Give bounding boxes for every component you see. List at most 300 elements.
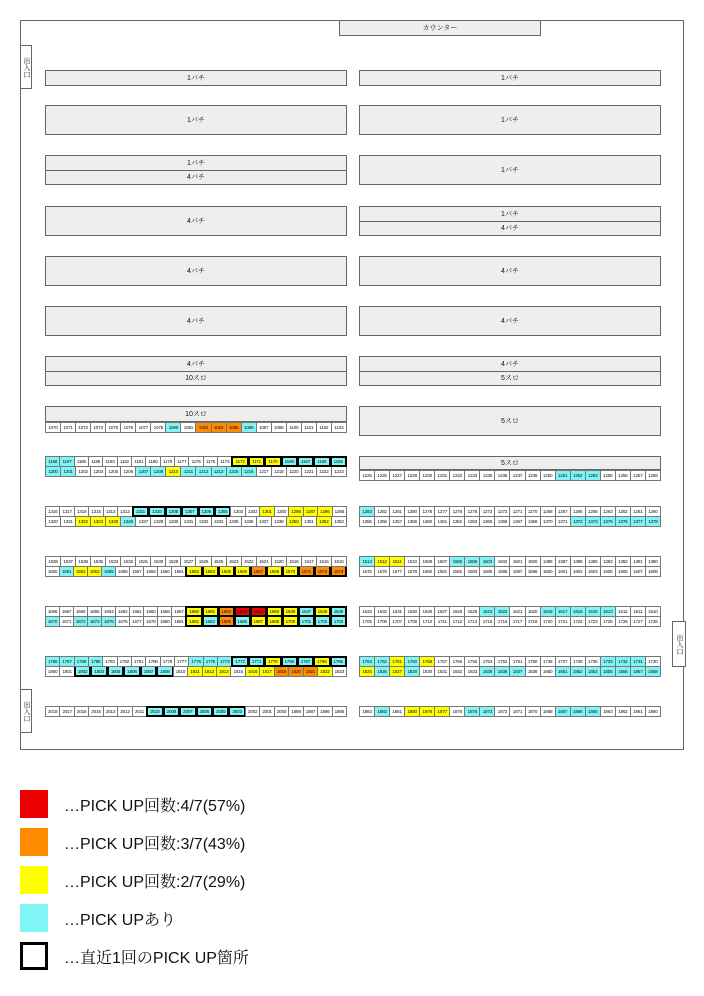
machine-slot: 1813 (216, 667, 231, 677)
machine-slot: 1730 (645, 656, 661, 667)
machine-slot: 1870 (525, 706, 541, 717)
machine-slot: 1623 (479, 606, 495, 617)
machine-slot: 1533 (105, 556, 121, 567)
machine-slot: 1827 (389, 667, 405, 677)
machine-slot: 1086 (241, 422, 257, 433)
machine-slot: 1658 (157, 606, 172, 617)
machine-slot: 1781 (131, 656, 146, 667)
machine-slot: 1888 (288, 706, 303, 717)
machine-slot: 1857 (630, 667, 646, 677)
machine-slot: 1631 (389, 606, 405, 617)
machine-slot: 1761 (389, 656, 405, 667)
machine-slot: 1572 (314, 567, 331, 577)
machine-slot: 1836 (494, 667, 510, 677)
machine-slot: 1553 (87, 567, 102, 577)
machine-slot: 1581 (171, 567, 186, 577)
legend-swatch (20, 942, 48, 970)
machine-slot: 1080 (165, 422, 181, 433)
machine-slot: 1203 (90, 467, 106, 477)
machine-slot: 1852 (570, 667, 586, 677)
machine-slot: 1822 (317, 667, 332, 677)
machine-slot: 1201 (60, 467, 76, 477)
machine-slot: 1265 (585, 506, 601, 517)
block-label: 5スロ (359, 456, 661, 470)
machine-slot: 2003 (228, 706, 245, 717)
machine-slot: 1803 (90, 667, 107, 677)
machine-slot: 1337 (256, 517, 272, 527)
machine-slot: 1770 (264, 656, 281, 667)
machine-slot: 1721 (555, 617, 571, 627)
machine-slot: 1270 (525, 506, 541, 517)
machine-slot: 1886 (317, 706, 332, 717)
block-label: 5スロ (360, 371, 660, 386)
machine-slot: 1802 (74, 667, 91, 677)
machine-slot: 1582 (185, 567, 202, 577)
machine-slot: 1620 (525, 606, 541, 617)
machine-slot: 1215 (226, 467, 242, 477)
machine-slot: 1500 (525, 556, 541, 567)
machine-slot: 1705 (359, 617, 375, 627)
machine-slot: 1586 (494, 567, 510, 577)
machine-slot: 1850 (540, 667, 556, 677)
machine-slot: 1077 (135, 422, 151, 433)
machine-slot: 1386 (570, 556, 586, 567)
machine-slot: 1312 (117, 506, 132, 517)
machine-slot: 1885 (332, 706, 347, 717)
legend-item (20, 866, 249, 894)
machine-slot: 1882 (374, 706, 390, 717)
machine-slot: 1070 (45, 422, 61, 433)
machine-slot: 1311 (132, 506, 149, 517)
machine-slot: 1256 (615, 470, 631, 481)
machine-slot: 1585 (479, 567, 495, 577)
machine-slot: 1371 (555, 517, 571, 527)
block-L12 (45, 606, 347, 627)
block-label: 4パチ (187, 268, 205, 275)
machine-slot: 1837 (509, 667, 525, 677)
block-R5 (359, 256, 661, 286)
machine-slot: 1328 (150, 517, 166, 527)
machine-slot: 1676 (115, 617, 130, 627)
machine-slot: 1212 (195, 467, 211, 477)
machine-row (359, 556, 661, 567)
machine-slot: 1550 (45, 567, 60, 577)
machine-slot: 1752 (494, 656, 510, 667)
machine-slot: 1365 (479, 517, 495, 527)
machine-slot: 1318 (74, 506, 89, 517)
machine-slot: 1205 (105, 467, 121, 477)
machine-slot: 1703 (330, 617, 347, 627)
machine-slot: 1567 (250, 567, 267, 577)
machine-slot: 1253 (585, 470, 601, 481)
machine-slot: 1336 (241, 517, 257, 527)
machine-slot: 1662 (115, 606, 130, 617)
block-R6 (359, 306, 661, 336)
machine-slot: 1602 (570, 567, 586, 577)
machine-slot: 1775 (203, 656, 218, 667)
machine-slot: 1621 (509, 606, 525, 617)
machine-slot: 1332 (195, 517, 211, 527)
machine-slot: 1506 (449, 556, 465, 567)
machine-slot: 1305 (214, 506, 231, 517)
machine-slot: 1251 (555, 470, 571, 481)
machine-slot: 1617 (555, 606, 571, 617)
machine-slot: 1860 (645, 706, 661, 717)
machine-slot: 1237 (509, 470, 525, 481)
machine-slot: 1268 (540, 506, 556, 517)
machine-slot: 1327 (135, 517, 151, 527)
machine-slot: 1275 (464, 506, 480, 517)
block-L8 (45, 406, 347, 433)
machine-slot: 1173 (217, 456, 232, 467)
machine-slot: 1207 (135, 467, 151, 477)
machine-slot: 1306 (198, 506, 215, 517)
machine-slot: 1360 (419, 517, 435, 527)
machine-slot: 1627 (434, 606, 450, 617)
machine-slot: 1828 (404, 667, 420, 677)
machine-slot: 1865 (585, 706, 601, 717)
machine-slot: 1183 (102, 456, 117, 467)
machine-slot: 1353 (331, 517, 347, 527)
machine-slot: 1862 (615, 706, 631, 717)
machine-slot: 1557 (129, 567, 144, 577)
machine-slot: 1283 (359, 506, 375, 517)
machine-slot: 1210 (165, 467, 181, 477)
machine-slot: 1856 (615, 667, 631, 677)
machine-slot: 1186 (74, 456, 89, 467)
machine-slot: 1660 (143, 606, 158, 617)
machine-slot: 1672 (73, 617, 88, 627)
machine-slot: 2016 (74, 706, 89, 717)
machine-slot: 1777 (174, 656, 189, 667)
machine-slot: 1787 (59, 656, 74, 667)
machine-slot: 1515 (331, 556, 347, 567)
machine-slot: 1356 (374, 517, 390, 527)
machine-slot: 1255 (600, 470, 616, 481)
machine-slot: 1175 (203, 456, 218, 467)
machine-slot: 1507 (434, 556, 450, 567)
machine-slot: 1838 (525, 667, 541, 677)
machine-slot: 1666 (73, 606, 88, 617)
machine-slot: 1788 (45, 656, 60, 667)
machine-slot: 1736 (570, 656, 586, 667)
machine-slot: 1378 (645, 517, 661, 527)
machine-slot: 1780 (145, 656, 160, 667)
machine-slot: 1377 (630, 517, 646, 527)
machine-slot: 1382 (615, 556, 631, 567)
machine-slot: 1355 (359, 517, 375, 527)
machine-slot: 1258 (645, 470, 661, 481)
machine-slot: 1222 (316, 467, 332, 477)
block-L3 (45, 155, 347, 185)
machine-slot: 1333 (211, 517, 227, 527)
machine-slot: 1826 (374, 667, 390, 677)
block-label: 5スロ (501, 418, 519, 425)
machine-slot: 1206 (120, 467, 136, 477)
machine-slot: 1686 (234, 617, 251, 627)
machine-slot: 1367 (509, 517, 525, 527)
block-L13 (45, 656, 347, 677)
machine-slot: 1307 (181, 506, 198, 517)
machine-slot: 1260 (645, 506, 661, 517)
machine-slot: 1887 (303, 706, 318, 717)
machine-slot: 1772 (231, 656, 248, 667)
machine-slot: 1782 (117, 656, 132, 667)
block-label: 4パチ (187, 360, 205, 368)
block-L10 (45, 506, 347, 527)
machine-slot: 1072 (75, 422, 91, 433)
machine-row (45, 567, 347, 577)
machine-slot: 1508 (419, 556, 435, 567)
machine-slot: 1616 (570, 606, 586, 617)
machine-slot: 1757 (434, 656, 450, 667)
machine-slot: 1753 (479, 656, 495, 667)
machine-slot: 1208 (150, 467, 166, 477)
machine-slot: 1677 (129, 617, 144, 627)
machine-slot: 1701 (298, 617, 315, 627)
machine-slot: 1758 (419, 656, 435, 667)
machine-slot: 1768 (281, 656, 298, 667)
machine-slot: 1723 (585, 617, 601, 627)
machine-slot: 1805 (107, 667, 124, 677)
machine-slot: 1575 (359, 567, 375, 577)
machine-slot: 1715 (479, 617, 495, 627)
machine-row (45, 606, 347, 617)
machine-slot: 1075 (105, 422, 121, 433)
machine-row (359, 656, 661, 667)
machine-slot: 1510 (404, 556, 420, 567)
machine-slot: 1536 (75, 556, 91, 567)
machine-slot: 1727 (630, 617, 646, 627)
machine-slot: 1170 (264, 456, 281, 467)
floor-map (20, 20, 684, 750)
machine-slot: 1517 (301, 556, 317, 567)
machine-slot: 1657 (171, 606, 186, 617)
machine-slot: 1653 (218, 606, 235, 617)
machine-slot: 1612 (615, 606, 631, 617)
machine-slot: 1875 (464, 706, 480, 717)
machine-slot: 1762 (374, 656, 390, 667)
machine-slot: 1502 (494, 556, 510, 567)
machine-slot: 1276 (449, 506, 465, 517)
machine-slot: 1812 (202, 667, 217, 677)
block-R2 (359, 105, 661, 135)
machine-slot: 1565 (218, 567, 235, 577)
machine-slot: 1878 (419, 706, 435, 717)
machine-slot: 1588 (525, 567, 541, 577)
machine-slot: 1352 (316, 517, 332, 527)
machine-slot: 1710 (419, 617, 435, 627)
machine-slot: 1582 (449, 567, 465, 577)
machine-row (45, 422, 347, 433)
machine-slot: 2013 (103, 706, 118, 717)
machine-slot: 1361 (434, 517, 450, 527)
machine-slot: 1560 (157, 567, 172, 577)
machine-slot: 1615 (585, 606, 601, 617)
machine-slot: 1381 (630, 556, 646, 567)
machine-slot: 2006 (196, 706, 213, 717)
machine-slot: 1618 (540, 606, 556, 617)
machine-slot: 1317 (59, 506, 74, 517)
machine-slot: 2010 (146, 706, 163, 717)
machine-slot: 1216 (241, 467, 257, 477)
block-label: 1パチ (187, 75, 205, 82)
block-R3 (359, 155, 661, 185)
machine-slot: 1683 (202, 617, 219, 627)
machine-slot: 1100 (286, 422, 302, 433)
machine-slot: 1636 (314, 606, 331, 617)
machine-row (45, 667, 347, 677)
machine-slot: 1531 (135, 556, 151, 567)
machine-slot: 1681 (171, 617, 186, 627)
machine-slot: 1831 (434, 667, 450, 677)
machine-slot: 1556 (115, 567, 130, 577)
machine-slot: 1516 (316, 556, 332, 567)
machine-slot: 1688 (266, 617, 283, 627)
machine-slot: 1622 (494, 606, 510, 617)
machine-slot: 1635 (330, 606, 347, 617)
machine-row (359, 606, 661, 617)
machine-slot: 1551 (59, 567, 74, 577)
machine-slot: 1625 (464, 606, 480, 617)
machine-slot: 1610 (645, 606, 661, 617)
machine-slot: 1316 (45, 506, 60, 517)
machine-slot: 1650 (266, 606, 283, 617)
machine-slot: 1526 (195, 556, 211, 567)
machine-slot: 1527 (180, 556, 196, 567)
machine-slot: 1661 (129, 606, 144, 617)
machine-row (359, 706, 661, 717)
machine-slot: 1818 (274, 667, 289, 677)
machine-slot: 1731 (630, 656, 646, 667)
machine-slot: 1577 (389, 567, 405, 577)
machine-slot: 1600 (540, 567, 556, 577)
machine-slot: 1376 (615, 517, 631, 527)
machine-slot: 1707 (389, 617, 405, 627)
machine-slot: 1368 (525, 517, 541, 527)
block-L1 (45, 70, 347, 86)
machine-slot: 1552 (73, 567, 88, 577)
block-label: 1パチ (501, 167, 519, 174)
block-label: 10スロ (46, 371, 346, 386)
machine-slot: 1262 (615, 506, 631, 517)
machine-slot: 1632 (374, 606, 390, 617)
machine-slot: 1823 (332, 667, 347, 677)
machine-slot: 1235 (479, 470, 495, 481)
machine-slot: 1607 (630, 567, 646, 577)
machine-slot: 1213 (211, 467, 227, 477)
machine-slot: 1277 (434, 506, 450, 517)
machine-slot: 1321 (60, 517, 76, 527)
machine-slot: 1877 (434, 706, 450, 717)
machine-row (45, 656, 347, 667)
block-label: 1パチ (501, 210, 519, 218)
machine-slot: 1083 (211, 422, 227, 433)
machine-slot: 1530 (150, 556, 166, 567)
legend (20, 790, 249, 980)
machine-row (45, 617, 347, 627)
machine-slot: 1776 (188, 656, 203, 667)
machine-row (45, 467, 347, 477)
machine-slot: 1287 (303, 506, 318, 517)
machine-slot: 1706 (374, 617, 390, 627)
machine-slot: 1638 (282, 606, 299, 617)
machine-slot: 1180 (145, 456, 160, 467)
machine-slot: 1267 (555, 506, 571, 517)
block-label: 1パチ (501, 75, 519, 82)
machine-slot: 2008 (163, 706, 180, 717)
machine-slot: 1227 (389, 470, 405, 481)
legend-text: …PICK UPあり (64, 911, 177, 929)
machine-slot: 1815 (230, 667, 245, 677)
machine-slot: 1580 (419, 567, 435, 577)
machine-slot: 1182 (117, 456, 132, 467)
machine-slot: 1300 (274, 506, 289, 517)
legend-swatch (20, 904, 48, 932)
machine-row (45, 556, 347, 567)
block-R13 (359, 656, 661, 677)
machine-slot: 1282 (374, 506, 390, 517)
machine-slot: 1187 (59, 456, 74, 467)
machine-slot: 2000 (274, 706, 289, 717)
machine-slot: 1573 (330, 567, 347, 577)
machine-slot: 1273 (479, 506, 495, 517)
machine-slot: 1801 (59, 667, 74, 677)
machine-slot: 1671 (59, 617, 74, 627)
machine-slot: 1366 (494, 517, 510, 527)
machine-slot: 1181 (131, 456, 146, 467)
machine-slot: 1851 (555, 667, 571, 677)
machine-slot: 1375 (600, 517, 616, 527)
machine-slot: 1521 (256, 556, 272, 567)
block-label: 4パチ (360, 221, 660, 236)
machine-slot: 1820 (288, 667, 303, 677)
machine-slot: 1722 (570, 617, 586, 627)
machine-slot: 1176 (188, 456, 203, 467)
machine-slot: 1835 (479, 667, 495, 677)
machine-slot: 1708 (404, 617, 420, 627)
machine-slot: 1833 (464, 667, 480, 677)
machine-slot: 1673 (87, 617, 102, 627)
machine-row (359, 470, 661, 481)
block-label: 1パチ (187, 159, 205, 167)
machine-slot: 1087 (256, 422, 272, 433)
legend-item (20, 904, 249, 932)
legend-item (20, 790, 249, 818)
machine-slot: 1231 (434, 470, 450, 481)
machine-slot: 1177 (174, 456, 189, 467)
machine-slot: 1073 (90, 422, 106, 433)
machine-slot: 1606 (615, 567, 631, 577)
machine-slot: 1257 (630, 470, 646, 481)
machine-slot: 1537 (60, 556, 76, 567)
block-R9 (359, 456, 661, 481)
machine-slot: 1667 (59, 606, 74, 617)
block-R14 (359, 706, 661, 717)
machine-slot: 1876 (449, 706, 465, 717)
machine-slot: 1786 (74, 656, 89, 667)
machine-slot: 1808 (156, 667, 173, 677)
machine-slot: 1800 (45, 667, 60, 677)
machine-slot: 1626 (449, 606, 465, 617)
machine-slot: 1266 (570, 506, 586, 517)
block-L6 (45, 306, 347, 336)
machine-slot: 1720 (540, 617, 556, 627)
machine-slot: 1633 (359, 606, 375, 617)
machine-slot: 2017 (59, 706, 74, 717)
machine-slot: 1223 (331, 467, 347, 477)
machine-slot: 1555 (101, 567, 116, 577)
